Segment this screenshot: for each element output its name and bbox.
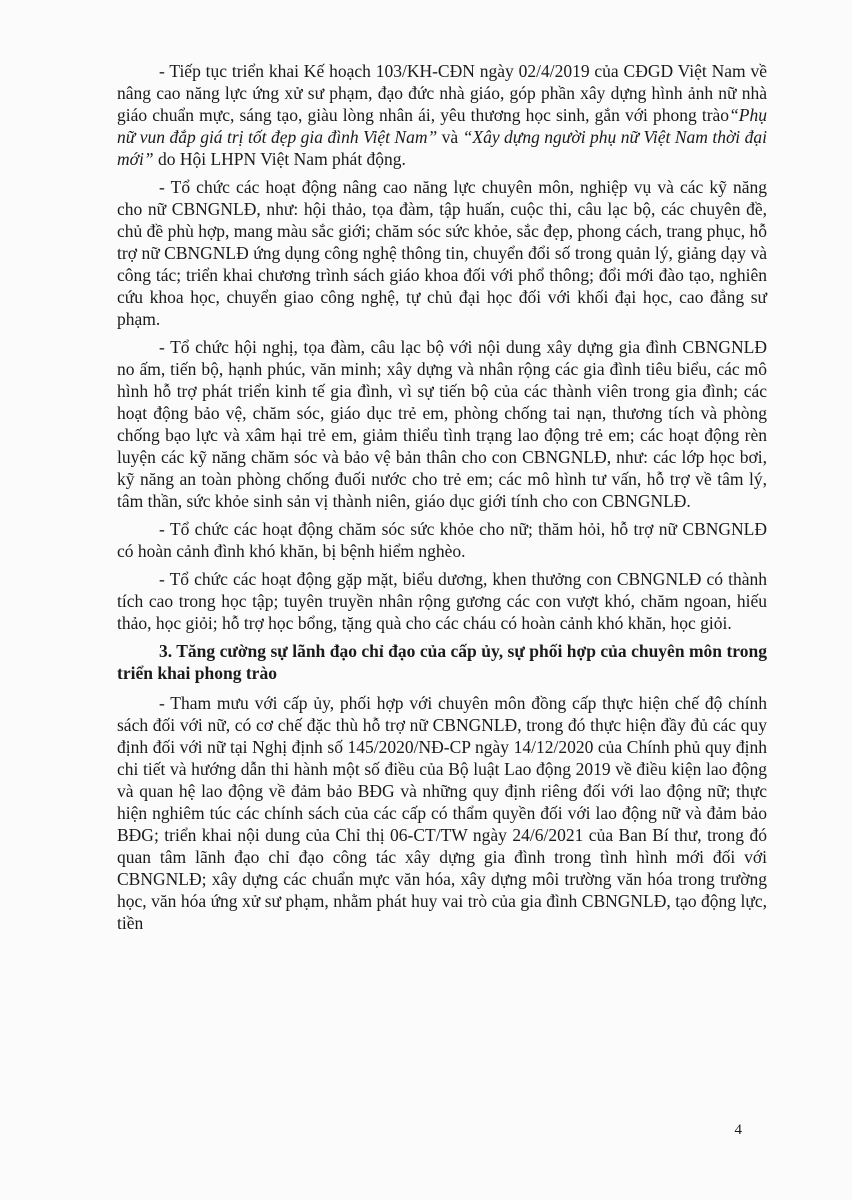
campaign-name-2: “Xây dựng người phụ nữ Việt Nam thời đại mới” [117,127,767,169]
paragraph-policy: - Tham mưu với cấp ủy, phối hợp với chuyên môn đồng cấp thực hiện chế độ chính sách đối với nữ, có cơ chế đặc thù hỗ trợ nữ CBNGNLĐ, trong đó thực hiện đầy đủ các quy định đối với nữ tại Nghị định số 145/2020/NĐ-CP ngày 14/12/2020 của Chính phủ quy định chi tiết và hướng dẫn thi hành một số điều của Bộ luật Lao động 2019 về điều kiện lao động và quan hệ lao động về đảm bảo BĐG và những quy định riêng đối với lao động nữ; thực hiện nghiêm túc các chính sách của các cấp có thẩm quyền đối với lao động nữ và đảm bảo BĐG; triển khai nội dung của Chỉ thị 06-CT/TW ngày 24/6/2021 của Ban Bí thư, trong đó quan tâm lãnh đạo chỉ đạo công tác xây dựng gia đình trong tình hình mới đối với CBNGNLĐ; xây dựng các chuẩn mực văn hóa, xây dựng môi trường văn hóa trong trường học, văn hóa ứng xử sư phạm, nhằm phát huy vai trò của gia đình CBNGNLĐ, tạo động lực, tiền [117,693,767,933]
document-page [117,60,767,940]
paragraph-health: - Tổ chức các hoạt động chăm sóc sức khỏe cho nữ; thăm hỏi, hỗ trợ nữ CBNGNLĐ có hoàn cảnh đình khó khăn, bị bệnh hiểm nghèo. [117,519,767,561]
paragraph-family: - Tổ chức hội nghị, tọa đàm, câu lạc bộ với nội dung xây dựng gia đình CBNGNLĐ no ấm, tiến bộ, hạnh phúc, văn minh; xây dựng và nhân rộng các gia đình tiêu biểu, các mô hình hỗ trợ phát triển kinh tế gia đình, vì sự tiến bộ của các thành viên trong gia đình; các hoạt động bảo vệ, chăm sóc, giáo dục trẻ em, phòng chống tai nạn, thương tích và phòng chống bạo lực và xâm hại trẻ em, giảm thiểu tình trạng lao động trẻ em; các hoạt động rèn luyện các kỹ năng chăm sóc và bảo vệ bản thân cho con CBNGNLĐ, như: các lớp học bơi, kỹ năng an toàn phòng chống đuối nước cho trẻ em; các mô hình tư vấn, hỗ trợ về tâm lý, tâm thần, sức khỏe sinh sản vị thành niên, giáo dục giới tính cho con CBNGNLĐ. [117,337,767,511]
section-heading-3: 3. Tăng cường sự lãnh đạo chỉ đạo của cấp ủy, sự phối hợp của chuyên môn trong triển khai phong trào [117,641,767,683]
conjunction-text: và [437,127,463,147]
paragraph-skills: - Tổ chức các hoạt động nâng cao năng lực chuyên môn, nghiệp vụ và các kỹ năng cho nữ CBNGNLĐ, như: hội thảo, tọa đàm, tập huấn, cuộc thi, câu lạc bộ, các chuyên đề, chủ đề phù hợp, mang màu sắc giới; chăm sóc sức khỏe, sắc đẹp, phong cách, trang phục, hỗ trợ nữ CBNGNLĐ ứng dụng công nghệ thông tin, chuyển đổi số trong quản lý, giảng dạy và công tác; triển khai chương trình sách giáo khoa đối với phổ thông; đổi mới đào tạo, nghiên cứu khoa học, chuyển giao công nghệ, tự chủ đại học đối với khối đại học, cao đẳng sư phạm. [117,177,767,329]
paragraph-plan-103 [117,60,767,170]
campaign-name-1: “Phụ nữ vun đắp giá trị tốt đẹp gia đình Việt Nam” [117,105,767,147]
paragraph-plan-103-text: - Tiếp tục triển khai Kế hoạch 103/KH-CĐN ngày 02/4/2019 của CĐGD Việt Nam về nâng cao năng lực ứng xử sư phạm, đạo đức nhà giáo, góp phần xây dựng hình ảnh nữ nhà giáo chuẩn mực, sáng tạo, giàu lòng nhân ái, yêu thương học sinh, gắn với phong trào [117,61,767,125]
paragraph-plan-103-end: do Hội LHPN Việt Nam phát động. [153,149,406,169]
paragraph-awards: - Tổ chức các hoạt động gặp mặt, biểu dương, khen thưởng con CBNGNLĐ có thành tích cao trong học tập; tuyên truyền nhân rộng gương các con vượt khó, chăm ngoan, hiếu thảo, học giỏi; hỗ trợ học bổng, tặng quà cho các cháu có hoàn cảnh khó khăn, học giỏi. [117,569,767,633]
page-number: 4 [734,1122,742,1138]
